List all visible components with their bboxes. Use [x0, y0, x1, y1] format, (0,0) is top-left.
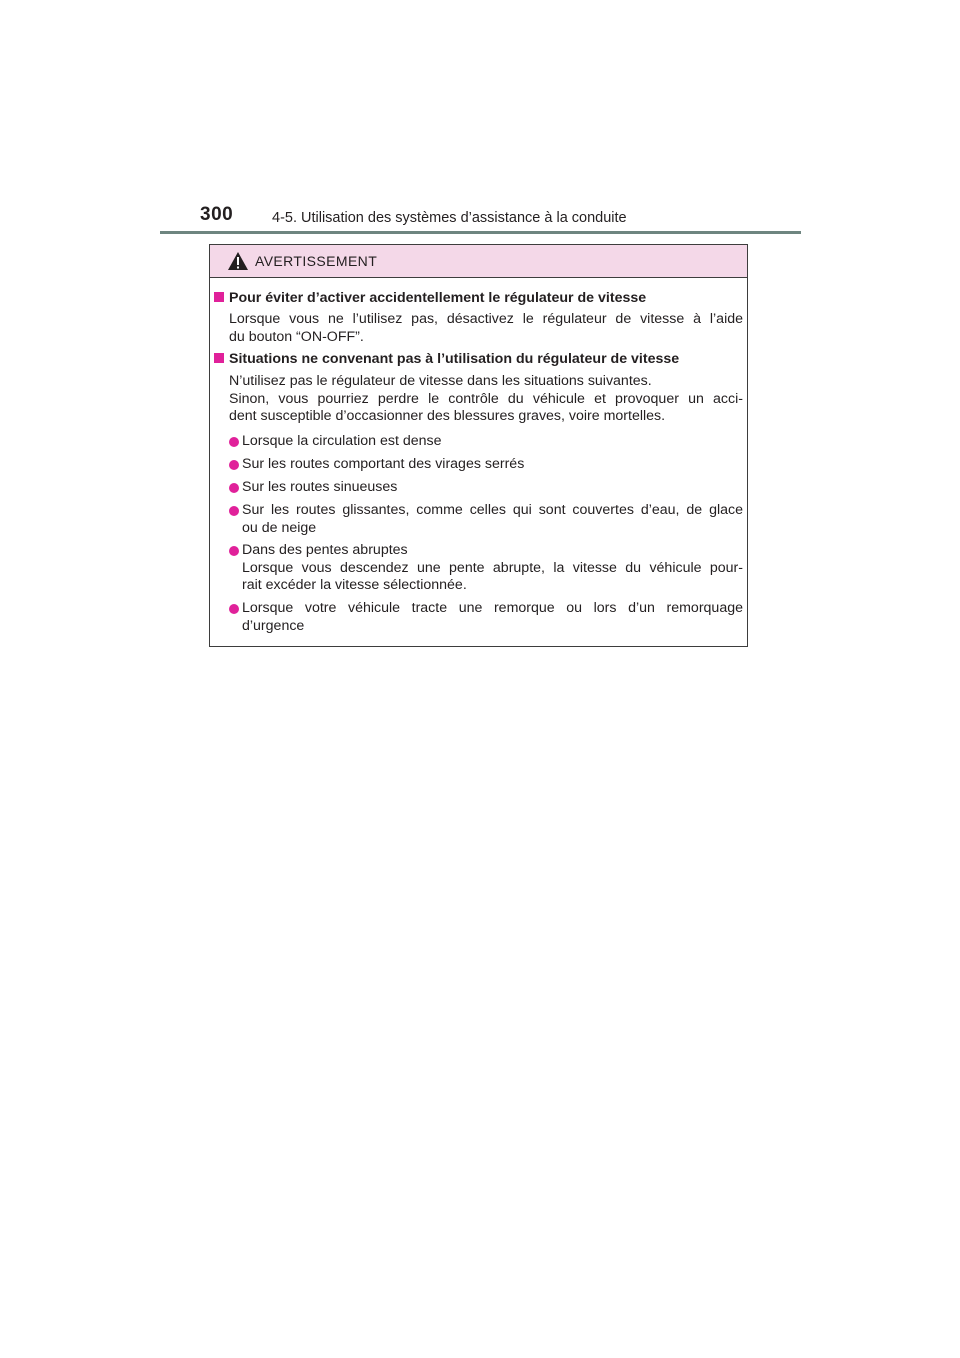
section-paragraph: Lorsque vous ne l’utilisez pas, désactivez le régulateur de vitesse à l’aide du bouton “ON-OFF”. [229, 311, 743, 345]
header-rule [160, 231, 801, 234]
warning-title: AVERTISSEMENT [255, 253, 378, 269]
round-bullet-icon [229, 460, 239, 470]
round-bullet-icon [229, 437, 239, 447]
warning-box: AVERTISSEMENT Pour éviter d’activer accidentellement le régulateur de vitesse Lorsque vous ne l’utilisez pas, désactivez le régulateur de vitesse à l’aide du bouton “ON-OFF”. Situations ne convenant pas à l’utilisation du régulateur de vitesse N’utilisez pas le régulateur de vitesse dans les situations suivantes. Sinon, vous pourriez perdre le contrôle du véhicule et provoquer un acci- dent susceptible d’occasionner des blessures graves, voire mortelles. Lorsque la circulation est dense Sur les routes comportant des virages serrés Sur les routes sinueuses Sur les routes glissantes, comme celles qui sont couvertes d’eau, de glace ou de neige Dans des pentes abruptes Lorsque vous descendez une pente abrupte, la vitesse du véhicule pour- rait excéder la vitesse sélectionnée. Lorsque votre véhicule tracte une remorque ou lors d’un remorquage d’urgence [209, 244, 748, 647]
round-bullet-icon [229, 506, 239, 516]
section-title: Pour éviter d’activer accidentellement le régulateur de vitesse [214, 290, 646, 306]
section-title: Situations ne convenant pas à l’utilisation du régulateur de vitesse [214, 351, 679, 367]
page-header [160, 204, 801, 236]
round-bullet-icon [229, 546, 239, 556]
round-bullet-icon [229, 604, 239, 614]
round-bullet-icon [229, 483, 239, 493]
chapter-title: 4-5. Utilisation des systèmes d’assistance à la conduite [272, 210, 627, 226]
warning-header [210, 245, 747, 278]
warning-triangle-icon [227, 251, 249, 271]
square-bullet-icon [214, 292, 224, 302]
page-number: 300 [200, 204, 234, 225]
square-bullet-icon [214, 353, 224, 363]
section-paragraph: N’utilisez pas le régulateur de vitesse dans les situations suivantes. Sinon, vous pourriez perdre le contrôle du véhicule et provoquer un acci- dent susceptible d’occasionner des blessures graves, voire mortelles. [229, 373, 743, 424]
